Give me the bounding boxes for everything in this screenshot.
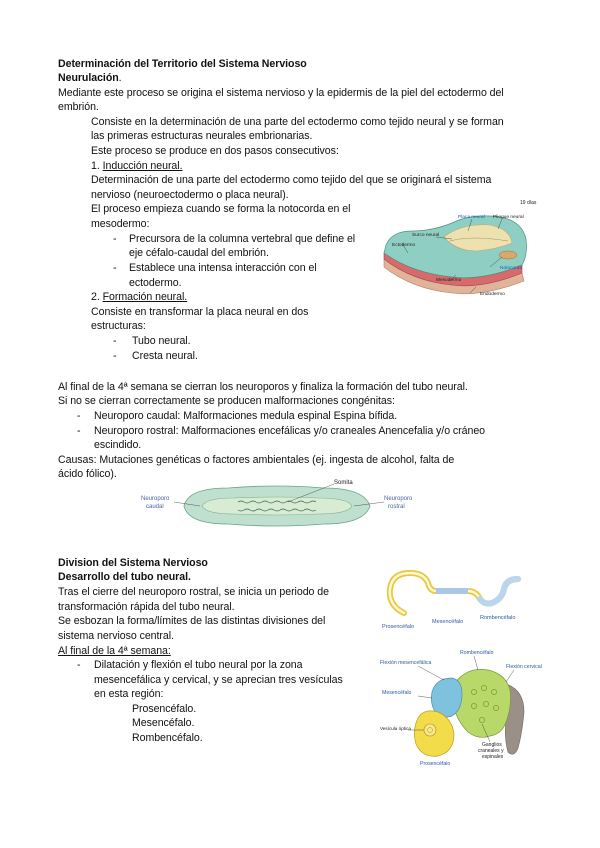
surco-neural-label: Surco neural [412, 233, 440, 238]
s2-para1-line-1: Tras el cierre del neuroporo rostral, se inicia un periodo de [58, 586, 329, 598]
leader-line [418, 696, 432, 698]
para2: Este proceso se produce en dos pasos consecutivos: [91, 145, 339, 157]
leader-line [506, 670, 514, 682]
causes-line-1: Causas: Mutaciones genéticas o factores ambientales (ej. ingesta de alcohol, falta de [58, 454, 455, 466]
flexion-cervical-label: Flexión cervical [506, 664, 542, 670]
step2-desc-line-2: estructuras: [91, 320, 146, 332]
rombencefalo-label: Rombencéfalo [460, 650, 494, 656]
step1-number: 1. [91, 160, 103, 172]
bullet-dash: - [113, 335, 117, 347]
notocorda-line-1: El proceso empieza cuando se forma la notocorda en el [91, 203, 351, 215]
flexion-mesencefalica-label: Flexión mesencefálica [380, 660, 432, 666]
notocorda-line-2: mesodermo: [91, 218, 150, 230]
placa-neural-label: Placa neural [458, 215, 485, 220]
bullet-dash: - [113, 350, 117, 362]
vesicle-mesencefalo: Mesencéfalo. [132, 717, 195, 729]
malformations-intro: Si no se cierran correctamente se producen malformaciones congénitas: [58, 395, 395, 407]
section1-subtitle [58, 71, 122, 85]
leader-line [418, 666, 444, 680]
neuroporo-caudal-label-2: caudal [146, 504, 164, 510]
vesicula-optica-label: Vesícula óptica [380, 726, 411, 731]
para1-line-1: Consiste en la determinación de una parte del ectodermo como tejido neural y se forman [91, 116, 504, 128]
end-week-line: Al final de la 4ª semana se cierran los neuroporos y finaliza la formación del tubo neural. [58, 381, 468, 393]
bullet1-line-1: Precursora de la columna vertebral que define el [129, 233, 356, 245]
bullet1-line-2: eje céfalo-caudal del embrión. [129, 247, 269, 259]
optic-vesicle [424, 724, 436, 736]
para1-line-2: las primeras estructuras neurales embrionarias. [91, 130, 313, 142]
step2-heading [91, 290, 187, 304]
ganglios-label-1: Ganglios [482, 742, 502, 748]
malformation-rostral-line-2: escindido. [94, 439, 142, 451]
neuroporo-rostral-label-2: rostral [388, 504, 405, 510]
mesencefalo-label: Mesencéfalo [382, 690, 412, 696]
step2-label: Formación neural. [102, 291, 188, 303]
notocorda-label: Notocorda [500, 266, 523, 271]
dilation-line-2: mesencefálica y cervical, y se aprecian tres vesículas [94, 674, 343, 686]
neural-tube-vesicles-figure [380, 565, 530, 631]
s2-para1-line-2: transformación rápida del tubo neural. [58, 601, 235, 613]
ectodermo-label: Ectodermo [392, 243, 416, 248]
neural-tube [202, 497, 352, 515]
intro-line-2: embrión. [58, 101, 99, 113]
step1-desc-line-1: Determinación de una parte del ectodermo como tejido del que se originará el sistema [91, 174, 492, 186]
step2-number: 2. [91, 291, 103, 303]
bullet-dash: - [77, 425, 81, 437]
section2-title: Division del Sistema Nervioso [58, 557, 208, 569]
dilation-line-1: Dilatación y flexión el tubo neural por la zona [94, 659, 303, 671]
step2-desc-line-1: Consiste en transformar la placa neural en dos [91, 306, 309, 318]
malformation-caudal: Neuroporo caudal: Malformaciones medula espinal Espina bífida. [94, 410, 398, 422]
somita-label: Somita [334, 480, 353, 486]
rhombencephalon-segment [480, 579, 518, 604]
malformation-rostral-line-1: Neuroporo rostral: Malformaciones encefálicas y/o craneales Anencefalia y/o cráneo [94, 425, 486, 437]
section1-title: Determinación del Territorio del Sistema Nervioso [58, 58, 307, 70]
s2-para2-line-2: sistema nervioso central. [58, 630, 174, 642]
prosencefalo-label: Prosencéfalo [382, 624, 415, 630]
bullet-dash: - [113, 233, 117, 245]
step1-desc-line-2: nervioso (neuroectodermo o placa neural). [91, 189, 289, 201]
bullet-dash: - [77, 659, 81, 671]
vesicle-rombencefalo: Rombencéfalo. [132, 732, 203, 744]
ganglios-label-3: espinales [482, 754, 504, 760]
week4-heading: Al final de la 4ª semana: [58, 645, 171, 657]
rombencefalo-label: Rombencéfalo [480, 615, 516, 621]
pliegue-neural-label: Pliegue neural [493, 215, 524, 220]
prosencefalo-label: Prosencéfalo [420, 761, 451, 767]
neuroporo-caudal-label-1: Neuroporo [141, 496, 170, 502]
embryo-brain-flexures-figure [378, 648, 542, 767]
section2-subtitle: Desarrollo del tubo neural. [58, 571, 191, 583]
step1-heading [91, 159, 182, 173]
neuroporo-rostral-label-1: Neuroporo [384, 496, 413, 502]
bullet-dash: - [113, 262, 117, 274]
step1-label: Inducción neural. [102, 160, 183, 172]
mesodermo-label: Mesodermo [436, 278, 462, 283]
structure-item-1: Tubo neural. [132, 335, 191, 347]
leader-line [474, 656, 478, 670]
neurulacion-heading: Neurulación [58, 72, 119, 84]
endodermo-label: Endodermo [480, 292, 505, 297]
notochord [499, 251, 517, 259]
causes-line-2: ácido fólico). [58, 468, 117, 480]
neural-tube-neuropores-figure [138, 478, 416, 530]
mesencefalo-label: Mesencéfalo [432, 619, 464, 625]
bullet-dash: - [77, 410, 81, 422]
vesicle-prosencefalo: Prosencéfalo. [132, 703, 197, 715]
neural-plate-figure [372, 193, 537, 305]
structure-item-2: Cresta neural. [132, 350, 198, 362]
bullet2-line-1: Establece una intensa interacción con el [129, 262, 317, 274]
bullet2-line-2: ectodermo. [129, 277, 182, 289]
dilation-line-3: en esta región: [94, 688, 164, 700]
days-label: 19 días [520, 200, 537, 206]
intro-line-1: Mediante este proceso se origina el sistema nervioso y la epidermis de la piel del ectodermo del [58, 87, 504, 99]
neurulacion-heading-suffix: . [118, 72, 122, 84]
ganglios-label-2: craneales y [478, 748, 504, 754]
s2-para2-line-1: Se esbozan la forma/límites de las distintas divisiones del [58, 615, 326, 627]
